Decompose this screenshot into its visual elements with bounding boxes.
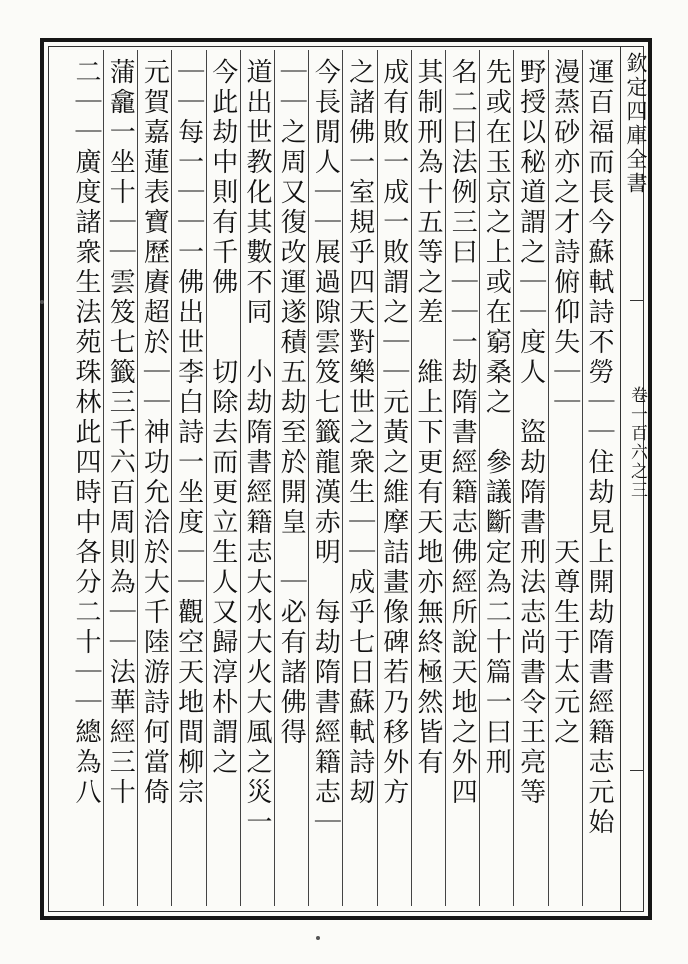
column-rule xyxy=(240,50,241,906)
column-text: 野授以秘道謂之｜｜度人 盜劫隋書刑法志尚書令王亮等 xyxy=(515,58,546,808)
column-rule xyxy=(377,50,378,906)
text-column xyxy=(342,58,376,898)
column-rule xyxy=(445,50,446,906)
column-text: 二｜｜廣度諸衆生法苑珠林此四時中各分二十｜｜總為八 xyxy=(71,58,101,808)
column-rule xyxy=(274,50,275,906)
column-rule xyxy=(137,50,138,906)
book-title: 欽定四庫全書 xyxy=(624,52,648,196)
column-text: ｜｜之周又復改運遂積五劫至於開皇 ｜必有諸佛得 xyxy=(276,58,307,748)
column-rule xyxy=(582,50,583,906)
column-text: 之諸佛一室規乎四天對樂世之衆生｜｜成乎七日蘇軾詩刼 xyxy=(344,58,375,808)
column-rule xyxy=(479,50,480,906)
text-column xyxy=(137,58,171,898)
juan-number: 卷一百六之三 xyxy=(627,386,647,500)
column-text: 今此劫中則有千佛 切除去而更立生人又歸淳朴謂之 xyxy=(207,58,238,778)
text-column xyxy=(206,58,240,898)
column-text: 今長閒人｜｜展過隙雲笈七籤龍漢赤明 每劫隋書經籍志｜ xyxy=(310,58,341,838)
text-column xyxy=(445,58,479,898)
column-text: 蒲龕一坐十｜｜雲笈七籤三千六百周則為｜｜法華經三十 xyxy=(105,58,136,808)
column-rule xyxy=(206,50,207,906)
column-rule xyxy=(103,50,104,906)
column-text: 其制刑為十五等之差 維上下更有天地亦無終極然皆有 xyxy=(413,58,443,778)
text-column xyxy=(411,58,445,898)
text-column xyxy=(103,58,137,898)
column-text: 道出世教化其數不同 小劫隋書經籍志大水大火大風之災一 xyxy=(242,58,272,838)
fishtail-mark-bottom xyxy=(630,770,644,771)
ink-speck xyxy=(40,300,44,304)
column-text: 名二曰法例三曰｜｜一劫隋書經籍志佛經所說天地之外四 xyxy=(447,58,478,808)
text-column xyxy=(513,58,547,898)
column-rule xyxy=(411,50,412,906)
column-text: 漫蒸砂亦之才詩俯仰失｜｜ 天尊生于太元之 xyxy=(549,58,580,748)
text-column xyxy=(171,58,205,898)
text-column xyxy=(377,58,411,898)
column-text: 元賀嘉蓮表寶歷賡超於｜｜神功允洽於大千陸游詩何當倚 xyxy=(139,58,170,808)
column-rule xyxy=(548,50,549,906)
text-column xyxy=(308,58,342,898)
column-text: 先或在玉京之上或在窮桑之 參議斷定為二十篇一曰刑 xyxy=(481,58,512,778)
ink-speck xyxy=(316,936,320,940)
text-column xyxy=(479,58,513,898)
text-column xyxy=(240,58,274,898)
column-rule xyxy=(171,50,172,906)
fishtail-mark-top xyxy=(630,300,644,301)
column-rule xyxy=(308,50,309,906)
column-rule xyxy=(513,50,514,906)
text-column xyxy=(548,58,582,898)
column-text: 運百福而長今蘇軾詩不勞｜｜住劫見上開劫隋書經籍志元始 xyxy=(584,58,614,838)
text-column xyxy=(582,58,616,898)
text-column xyxy=(274,58,308,898)
text-column xyxy=(69,58,103,898)
column-text: 成有敗一成一敗謂之｜｜元黃之維摩詰畫像碑若乃移外方 xyxy=(378,58,409,808)
column-text: ｜｜每一｜｜一佛出世李白詩一坐度｜｜觀空天地間柳宗 xyxy=(173,58,204,808)
column-rule xyxy=(342,50,343,906)
